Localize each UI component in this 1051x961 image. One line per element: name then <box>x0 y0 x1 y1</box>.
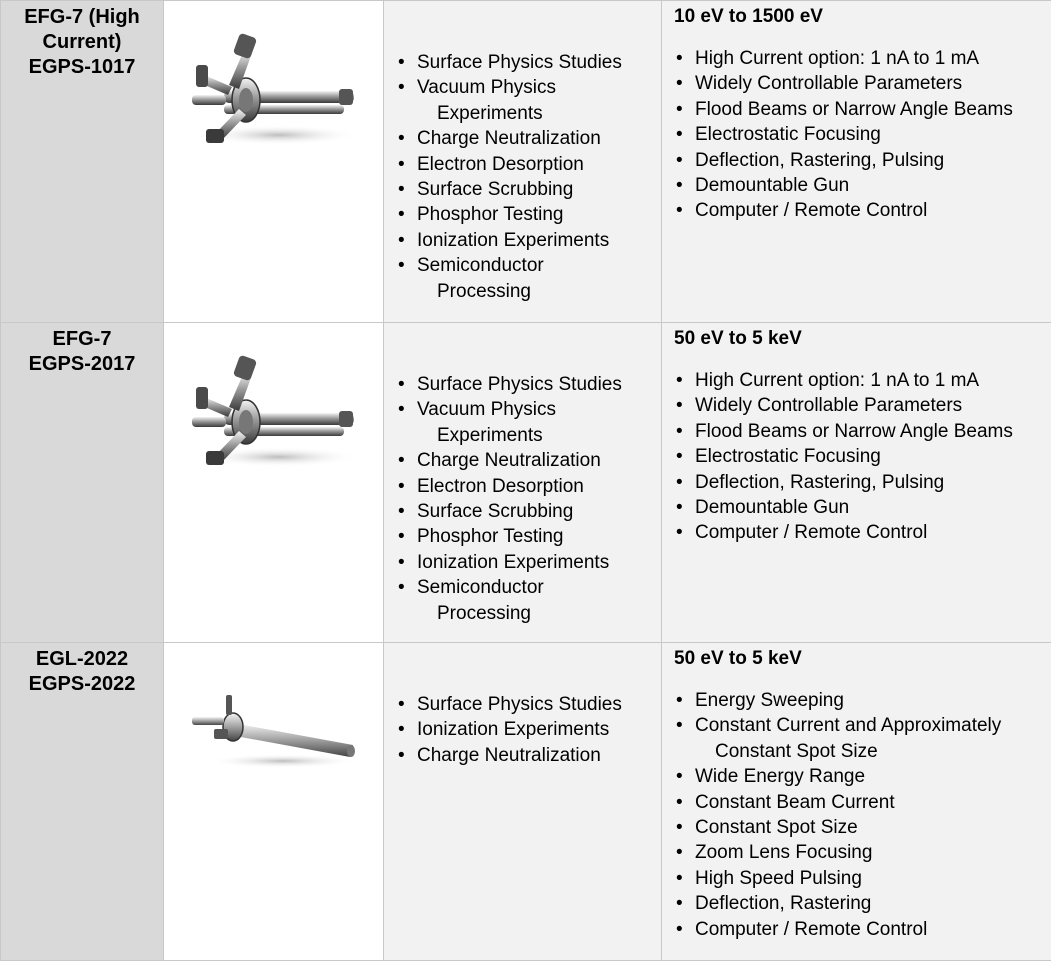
application-item <box>384 75 661 126</box>
application-text: Ionization Experiments <box>417 719 609 740</box>
electron-gun-flood-icon <box>184 25 359 160</box>
electron-gun-low-energy-icon <box>188 693 358 778</box>
model-name-line: EGPS-1017 <box>1 55 163 80</box>
model-name-line: EGL-2022 <box>1 647 163 672</box>
application-text: Experiments <box>417 101 661 126</box>
product-photo-cell <box>164 323 384 643</box>
feature-text: High Speed Pulsing <box>695 868 862 889</box>
application-item <box>384 177 661 202</box>
product-row <box>1 323 1051 643</box>
feature-item <box>662 815 1051 840</box>
applications-list <box>384 692 661 768</box>
feature-text: Deflection, Rastering <box>695 893 871 914</box>
features-list <box>662 688 1051 942</box>
feature-text: Computer / Remote Control <box>695 919 927 940</box>
application-text: Processing <box>417 601 661 626</box>
model-name-line: EGPS-2022 <box>1 672 163 697</box>
feature-text: Computer / Remote Control <box>695 200 927 221</box>
feature-item <box>662 46 1051 71</box>
applications-cell <box>384 1 662 323</box>
specifications-cell <box>662 323 1051 643</box>
feature-item <box>662 368 1051 393</box>
feature-text: Flood Beams or Narrow Angle Beams <box>695 421 1013 442</box>
feature-item <box>662 688 1051 713</box>
application-text: Charge Neutralization <box>417 450 601 471</box>
feature-item <box>662 122 1051 147</box>
feature-item <box>662 71 1051 96</box>
model-name-line: EFG-7 (High <box>1 5 163 30</box>
feature-text: Demountable Gun <box>695 497 849 518</box>
application-text: Experiments <box>417 423 661 448</box>
feature-text: Constant Spot Size <box>695 817 858 838</box>
specifications-cell <box>662 1 1051 323</box>
feature-text: Computer / Remote Control <box>695 522 927 543</box>
feature-item <box>662 470 1051 495</box>
feature-text: Energy Sweeping <box>695 690 844 711</box>
feature-item <box>662 713 1051 764</box>
application-text: Surface Physics Studies <box>417 52 622 73</box>
model-name-line: Current) <box>1 30 163 55</box>
model-cell <box>1 323 164 643</box>
application-text: Surface Physics Studies <box>417 694 622 715</box>
application-item <box>384 550 661 575</box>
features-list <box>662 368 1051 546</box>
electron-gun-flood-icon <box>184 347 359 482</box>
feature-text: Constant Beam Current <box>695 792 895 813</box>
application-text: Electron Desorption <box>417 154 584 175</box>
application-item <box>384 152 661 177</box>
model-name-line: EGPS-2017 <box>1 352 163 377</box>
feature-text: Demountable Gun <box>695 175 849 196</box>
product-row <box>1 643 1051 961</box>
application-item <box>384 372 661 397</box>
feature-text: Deflection, Rastering, Pulsing <box>695 472 944 493</box>
specifications-cell <box>662 643 1051 961</box>
application-item <box>384 524 661 549</box>
feature-text: Constant Current and Approximately <box>695 715 1001 736</box>
application-item <box>384 126 661 151</box>
application-text: Electron Desorption <box>417 476 584 497</box>
feature-item <box>662 444 1051 469</box>
feature-item <box>662 891 1051 916</box>
application-text: Surface Scrubbing <box>417 501 573 522</box>
feature-item <box>662 419 1051 444</box>
product-photo-cell <box>164 643 384 961</box>
feature-text: Deflection, Rastering, Pulsing <box>695 150 944 171</box>
feature-text: Wide Energy Range <box>695 766 865 787</box>
application-text: Ionization Experiments <box>417 230 609 251</box>
product-table-body <box>1 1 1051 961</box>
application-text: Charge Neutralization <box>417 745 601 766</box>
model-name-line: EFG-7 <box>1 327 163 352</box>
model-cell <box>1 1 164 323</box>
feature-text: Widely Controllable Parameters <box>695 73 962 94</box>
feature-text: Electrostatic Focusing <box>695 446 881 467</box>
applications-list <box>384 372 661 626</box>
energy-range: 50 eV to 5 keV <box>662 643 1051 688</box>
application-text: Vacuum Physics <box>417 77 556 98</box>
product-photo-cell <box>164 1 384 323</box>
energy-range: 50 eV to 5 keV <box>662 323 1051 368</box>
application-item <box>384 202 661 227</box>
feature-item <box>662 495 1051 520</box>
energy-range: 10 eV to 1500 eV <box>662 1 1051 46</box>
application-item <box>384 575 661 626</box>
application-item <box>384 448 661 473</box>
feature-text: Zoom Lens Focusing <box>695 842 872 863</box>
application-text: Semiconductor <box>417 255 544 276</box>
feature-text: High Current option: 1 nA to 1 mA <box>695 48 979 69</box>
feature-text: High Current option: 1 nA to 1 mA <box>695 370 979 391</box>
product-row <box>1 1 1051 323</box>
feature-item <box>662 393 1051 418</box>
application-item <box>384 228 661 253</box>
feature-item <box>662 840 1051 865</box>
feature-item <box>662 97 1051 122</box>
application-text: Semiconductor <box>417 577 544 598</box>
application-item <box>384 692 661 717</box>
application-text: Ionization Experiments <box>417 552 609 573</box>
application-text: Phosphor Testing <box>417 204 563 225</box>
application-text: Surface Scrubbing <box>417 179 573 200</box>
application-item <box>384 499 661 524</box>
feature-item <box>662 790 1051 815</box>
application-text: Charge Neutralization <box>417 128 601 149</box>
application-text: Processing <box>417 279 661 304</box>
feature-item <box>662 866 1051 891</box>
application-item <box>384 397 661 448</box>
application-item <box>384 474 661 499</box>
applications-cell <box>384 643 662 961</box>
feature-text: Constant Spot Size <box>695 739 1051 764</box>
application-item <box>384 743 661 768</box>
feature-text: Flood Beams or Narrow Angle Beams <box>695 99 1013 120</box>
feature-item <box>662 520 1051 545</box>
application-item <box>384 50 661 75</box>
applications-list <box>384 50 661 304</box>
features-list <box>662 46 1051 224</box>
feature-text: Widely Controllable Parameters <box>695 395 962 416</box>
feature-text: Electrostatic Focusing <box>695 124 881 145</box>
application-text: Vacuum Physics <box>417 399 556 420</box>
feature-item <box>662 764 1051 789</box>
feature-item <box>662 148 1051 173</box>
application-text: Phosphor Testing <box>417 526 563 547</box>
applications-cell <box>384 323 662 643</box>
model-cell <box>1 643 164 961</box>
application-item <box>384 253 661 304</box>
feature-item <box>662 173 1051 198</box>
application-text: Surface Physics Studies <box>417 374 622 395</box>
feature-item <box>662 917 1051 942</box>
application-item <box>384 717 661 742</box>
feature-item <box>662 198 1051 223</box>
